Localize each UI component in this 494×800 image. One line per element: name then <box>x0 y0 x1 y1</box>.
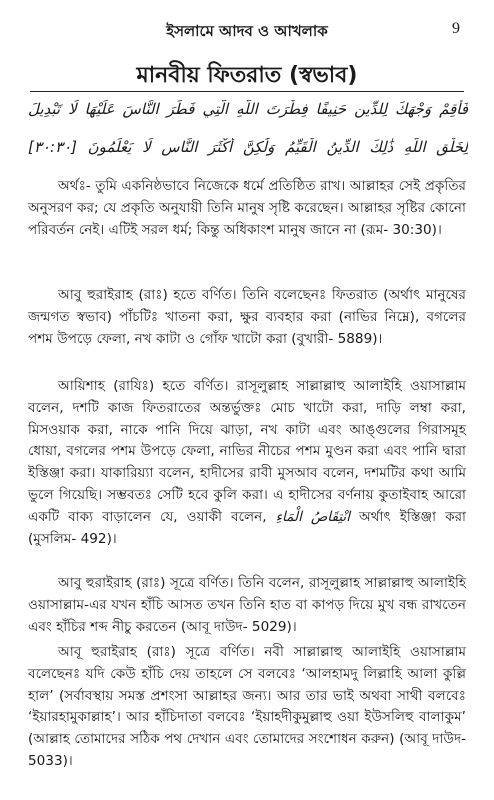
hadith-2-text: আয়িশাহ (রাযিঃ) হতে বর্ণিত। রাসূলুল্লাহ সাল্লাল্লাহু আলাইহি ওয়াসাল্লাম বলেন, দশটি কাজ ফিতরাতের অন্তর্ভুক্তঃ মোচ খাটো করা, দাড়ি লম্বা করা, মিসওয়াক করা, নাকে পানি দিয়ে ঝাড়া, নখ কাটা এবং আঙ্গুলের গিরাসমূহ ধোয়া, বগলের পশম উপড়ে ফেলা, নাভির নীচের পশম মুণ্ডন করা এবং পানি দ্বারা ইস্তিঞ্জা করা। যাকারিয়্যা বলেন, হাদীসের রাবী মুসআব বলেন, দশমটির কথা আমি ভুলে গিয়েছি। সম্ভবতঃ সেটি হবে কুলি করা। এ হাদীসের বর্ণনায় কুতাইবাহ আরো একটি বাক্য বাড়ালেন যে, ওয়াকী বলেন, <box>28 378 466 525</box>
running-header: ইসলামে আদব ও আখলাক <box>166 22 328 40</box>
hadith-paragraph-2 <box>28 376 466 550</box>
chapter-title: মানবীয় ফিতরাত (স্বভাব) <box>136 63 358 88</box>
page-number: 9 <box>452 20 460 37</box>
title-divider <box>30 91 464 92</box>
hadith-2-arabic-phrase: انْتِقَاصُ الْمَاءِ <box>275 508 350 525</box>
hadith-2-tail: অর্থাৎ ইস্তিঞ্জা করা (মুসলিম- 492)। <box>28 508 466 547</box>
arabic-verse-line-2: لِخَلْقِ اللَّهِ ذَٰلِكَ الدِّينُ الْقَيِّمُ وَلَٰكِنَّ أَكْثَرَ النَّاسِ لَا يَعْلَمُونَ [٣٠:٣٠] <box>28 138 468 156</box>
hadith-paragraph-4: আবূ হুরাইরাহ (রাঃ) সূত্রে বর্ণিত। নবী সাল্লাল্লাহু আলাইহি ওয়াসাল্লাম বলেছেনঃ যদি কেউ হাঁচি দেয় তাহলে সে বলবেঃ ‘আলহামদু লিল্লাহি আলা কুল্লি হাল’ (সর্বাবস্থায় সমস্ত প্রশংসা আল্লাহর জন্য। আর তার ভাই অথবা সাথী বলবেঃ ‘ইয়ারহামুকাল্লাহ’। আর হাঁচিদাতা বলবেঃ ‘ইয়াহদীকুমুল্লাহু ওয়া ইউসলিহু বালাকুম’ (আল্লাহ তোমাদের সঠিক পথ দেখান এবং তোমাদের সংশোধন করুন) (আবূ দাউদ- 5033)। <box>28 644 466 769</box>
translation-paragraph: অর্থঃ- তুমি একনিষ্ঠভাবে নিজেকে ধর্মে প্রতিষ্ঠিত রাখ। আল্লাহর সেই প্রকৃতির অনুসরণ কর; যে প্রকৃতি অনুযায়ী তিনি মানুষ সৃষ্টি করেছেন। আল্লাহর সৃষ্টির কোনো পরিবর্তন নেই। এটিই সরল ধর্ম; কিন্তু অধিকাংশ মানুষ জানে না (রূম- 30:30)। <box>28 178 466 238</box>
hadith-paragraph-1: আবু হুরাইরাহ (রাঃ) হতে বর্ণিত। তিনি বলেছেনঃ ফিতরাত (অর্থাৎ মানুষের জন্মগত স্বভাব) পাঁচটিঃ খাতনা করা, ক্ষুর ব্যবহার করা (নাভির নিম্নে), বগলের পশম উপড়ে ফেলা, নখ কাটা ও গোঁফ খাটো করা (বুখারী- 5889)। <box>28 287 466 347</box>
arabic-verse-line-1: فَأَقِمْ وَجْهَكَ لِلدِّينِ حَنِيفًا فِطْرَتَ اللَّهِ الَّتِي فَطَرَ النَّاسَ عَلَيْهَا لَا تَبْدِيلَ <box>28 100 468 118</box>
hadith-paragraph-3: আবু হুরাইরাহ (রাঃ) সূত্রে বর্ণিত। তিনি বলেন, রাসূলুল্লাহ সাল্লাল্লাহু আলাইহি ওয়াসাল্লাম-এর যখন হাঁচি আসত তখন তিনি হাত বা কাপড় দিয়ে মুখ বন্ধ রাখতেন এবং হাঁচির শব্দ নীচু করতেন (আবূ দাউদ- 5029)। <box>28 575 466 635</box>
